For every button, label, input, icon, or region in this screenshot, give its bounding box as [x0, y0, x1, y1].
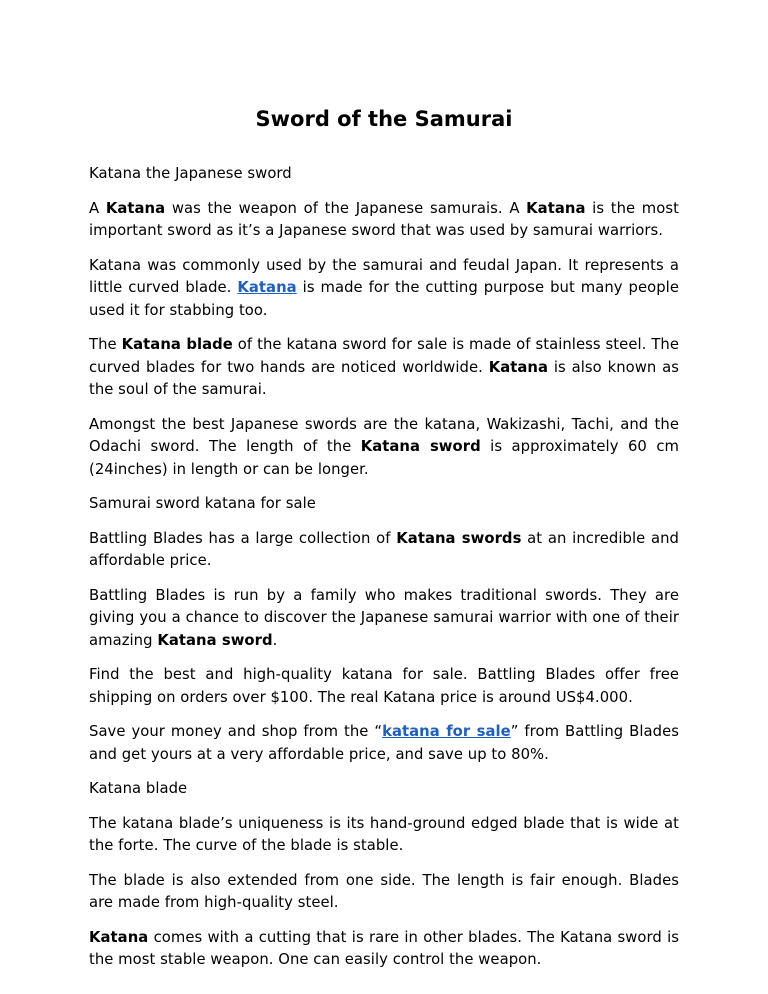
paragraph-katana-cutting [89, 927, 679, 972]
bold-katana-sword: Katana sword [157, 631, 273, 649]
paragraph-blade-heading: Katana blade [89, 780, 188, 797]
paragraph-katana-usage [89, 255, 679, 323]
text-span: comes with a cutting that is rare in other blades. The Katana sword is the most stable weapon. One can easily control the weapon. [89, 928, 679, 968]
document-page [89, 0, 679, 972]
paragraph-katana-heading: Katana the Japanese sword [89, 165, 292, 182]
text-span: at an incredible and affordable price. [89, 529, 679, 569]
paragraph-blade-uniqueness: The katana blade’s uniqueness is its hand-ground edged blade that is wide at the forte. The curve of the blade is stable. [89, 814, 679, 854]
paragraph-blade-extended: The blade is also extended from one side. The length is fair enough. Blades are made from high-quality steel. [89, 871, 679, 911]
bold-katana-swords: Katana swords [396, 529, 522, 547]
paragraph-save-money [89, 721, 679, 766]
text-span: is approximately 60 cm (24inches) in length or can be longer. [89, 438, 679, 478]
text-span: Amongst the best Japanese swords are the katana, Wakizashi, Tachi, and the Odachi sword. The length of the [89, 415, 679, 455]
text-span: The [89, 336, 122, 353]
text-span: of the katana sword for sale is made of stainless steel. The curved blades for two hands are noticed worldwide. [89, 336, 679, 376]
bold-katana: Katana [488, 358, 549, 376]
bold-katana: Katana [105, 199, 166, 217]
text-span: Battling Blades has a large collection of [89, 529, 397, 547]
document-title: Sword of the Samurai [255, 107, 513, 131]
text-span: ” from Battling Blades and get yours at a very affordable price, and save up to 80%. [89, 723, 679, 763]
paragraph-katana-weapon [89, 198, 679, 243]
text-span: is the most important sword as it’s a Japanese sword that was used by samurai warriors. [89, 199, 679, 239]
text-span: Save your money and shop from the “ [89, 723, 383, 740]
text-span: . [272, 631, 278, 649]
paragraph-family [89, 585, 679, 653]
text-span: is also known as the soul of the samurai. [89, 358, 680, 398]
bold-katana-sword: Katana sword [360, 438, 481, 455]
bold-katana: Katana [526, 199, 586, 217]
paragraph-shipping: Find the best and high-quality katana for sale. Battling Blades offer free shipping on orders over $100. The real Katana price is around US$4.000. [89, 666, 679, 706]
katana-link[interactable]: Katana [237, 279, 297, 296]
text-span: Katana was commonly used by the samurai and feudal Japan. It represents a little curved blade. [89, 256, 679, 296]
paragraph-katana-blade-steel [89, 334, 679, 402]
text-span: is made for the cutting purpose but many people used it for stabbing too. [89, 279, 679, 319]
bold-katana-blade: Katana blade [121, 336, 233, 353]
katana-for-sale-link[interactable]: katana for sale [382, 723, 511, 740]
paragraph-collection [89, 528, 679, 573]
bold-katana: Katana [89, 928, 149, 946]
paragraph-for-sale-heading: Samurai sword katana for sale [89, 495, 316, 512]
paragraph-japanese-swords [89, 414, 679, 482]
text-span: Battling Blades is run by a family who makes traditional swords. They are giving you a chance to discover the Japanese samurai warrior with one of their amazing [89, 586, 679, 649]
text-span: A [89, 199, 106, 217]
text-span: was the weapon of the Japanese samurais. A [165, 199, 527, 217]
